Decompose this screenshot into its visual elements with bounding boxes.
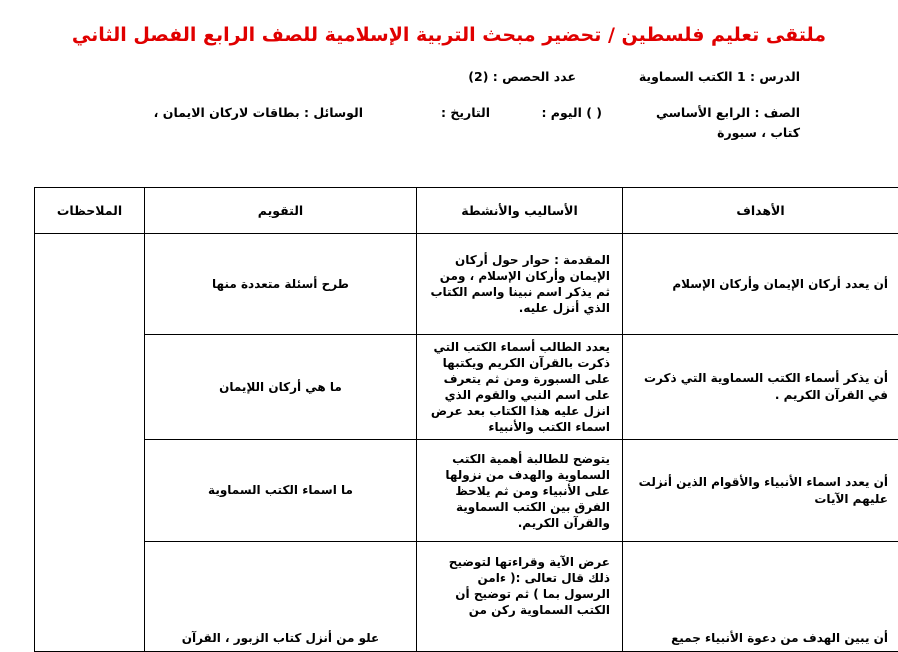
tools-label: الوسائل : بطاقات لاركان الايمان ، xyxy=(154,105,363,120)
goal-cell: أن يعدد اسماء الأنبياء والأقوام الذين أنزلت عليهم الآيات xyxy=(623,440,898,542)
activity-cell: يتوضح للطالبة أهمية الكتب السماوية والهدف من نزولها على الأنبياء ومن ثم يلاحظ الفرق بين الكتب السماوية والقرآن الكريم. xyxy=(417,440,623,542)
header-notes: الملاحظات xyxy=(35,188,145,234)
header-evaluation: التقويم xyxy=(145,188,417,234)
activity-cell: عرض الآية وقراءتها لتوضيح ذلك قال تعالى :( ءامن الرسول بما ) ثم توضيح أن الكتب السماوية ركن من xyxy=(417,542,623,652)
evaluation-cell: طرح أسئلة متعددة منها xyxy=(145,234,417,335)
evaluation-cell: ما اسماء الكتب السماوية xyxy=(145,440,417,542)
table-row xyxy=(35,234,898,335)
header-goals: الأهداف xyxy=(623,188,898,234)
lesson-plan-table xyxy=(34,187,898,652)
page-title: ملتقى تعليم فلسطين / تحضير مبحث التربية الإسلامية للصف الرابع الفصل الثاني xyxy=(0,24,898,46)
day-label: ( ) اليوم : xyxy=(541,105,602,120)
goal-cell: أن يعدد أركان الإيمان وأركان الإسلام xyxy=(623,234,898,335)
goal-cell: أن يذكر أسماء الكتب السماوية التي ذكرت في القرآن الكريم . xyxy=(623,335,898,440)
date-label: التاريخ : xyxy=(441,105,490,120)
activity-cell: يعدد الطالب أسماء الكتب التي ذكرت بالقرآن الكريم ويكتبها على السبورة ومن ثم يتعرف على اسم النبي والقوم الذي انزل عليه هذا الكتاب بعد عرض اسماء الكتب والأنبياء xyxy=(417,335,623,440)
table-row xyxy=(35,440,898,542)
goal-cell: أن يبين الهدف من دعوة الأنبياء جميع xyxy=(623,542,898,652)
activity-cell: المقدمة : حوار حول أركان الإيمان وأركان الإسلام ، ومن ثم يذكر اسم نبينا واسم الكتاب الذي أنزل عليه. xyxy=(417,234,623,335)
evaluation-cell: ما هي أركان اللإيمان xyxy=(145,335,417,440)
evaluation-cell: علو من أنزل كتاب الزبور ، القرآن xyxy=(145,542,417,652)
table-header-row xyxy=(35,188,898,234)
header-activities: الأساليب والأنشطة xyxy=(417,188,623,234)
periods-label: عدد الحصص : (2) xyxy=(468,69,576,84)
notes-cell xyxy=(35,234,145,652)
table-row xyxy=(35,335,898,440)
lesson-label: الدرس : 1 الكتب السماوية xyxy=(639,69,800,84)
tools-continued-label: كتاب ، سبورة xyxy=(717,125,800,140)
grade-label: الصف : الرابع الأساسي xyxy=(656,105,800,120)
table-row xyxy=(35,542,898,652)
